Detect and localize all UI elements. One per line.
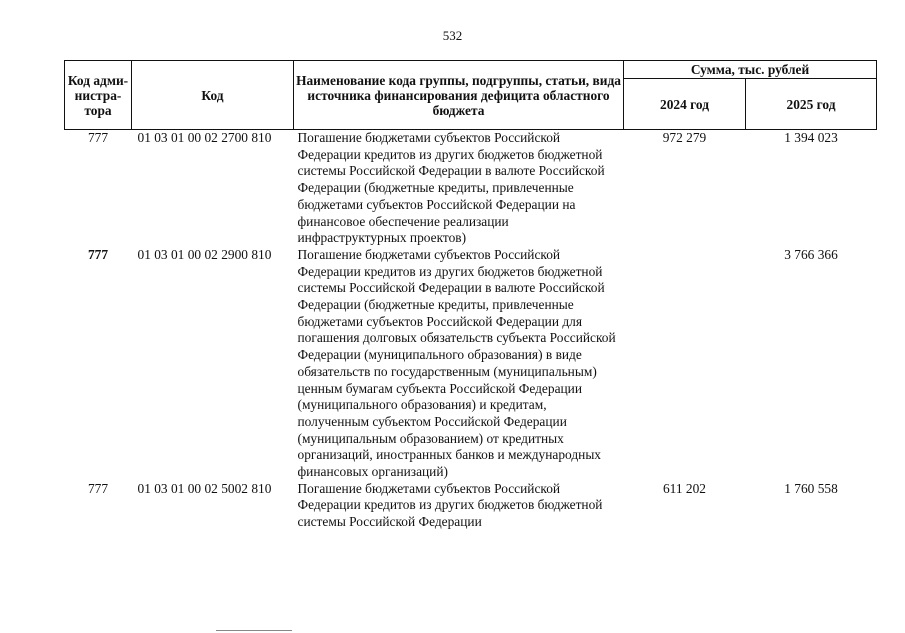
name-cell: Погашение бюджетами субъектов Российской Федерации кредитов из других бюджетов бюджетной системы Российской Федерации в валюте Российской Федерации (бюджетные кредиты, привлеченные бюджетами субъектов Российской Федерации на финансовое обеспечение реализации инфраструктурных проектов) (297, 130, 605, 246)
header-sum: Сумма, тыс. рублей (624, 61, 877, 79)
amount-2025-cell: 1 760 558 (784, 480, 838, 496)
name-cell: Погашение бюджетами субъектов Российской Федерации кредитов из других бюджетов бюджетной системы Российской Федерации (297, 480, 603, 530)
page-number: 532 (442, 28, 463, 43)
code-cell: 01 03 01 00 02 2900 810 (137, 246, 272, 262)
header-code: Код (132, 61, 294, 130)
table-row (65, 247, 877, 481)
amount-2024-cell: 972 279 (662, 130, 707, 145)
amount-2025-cell: 3 766 366 (784, 246, 838, 262)
header-row (65, 61, 877, 79)
header-year-2024: 2024 год (624, 79, 746, 130)
table-row (65, 481, 877, 531)
name-cell: Погашение бюджетами субъектов Российской Федерации кредитов из других бюджетов бюджетной системы Российской Федерации в валюте Российской Федерации (бюджетные кредиты, привлеченные бюджетами субъектов Российской Федерации для погашения долговых обязательств субъекта Российской Федерации (муниципального образования) в виде обязательств по государственным (муниципальным) ценным бумагам субъекта Российской Федерации (муниципального образования) и кредитам, полученным субъектом Российской Федерации (муниципальным образованием) от кредитных организаций, иностранных банков и международных финансовых организаций) (297, 246, 616, 480)
code-cell: 01 03 01 00 02 2700 810 (137, 130, 272, 145)
amount-2025-cell: 1 394 023 (784, 130, 838, 145)
admin-code-cell: 777 (87, 480, 109, 496)
header-name: Наименование кода группы, подгруппы, статьи, вида источника финансирования дефицита областного бюджета (294, 61, 624, 130)
budget-sources-table (64, 60, 877, 531)
code-cell: 01 03 01 00 02 5002 810 (137, 480, 272, 496)
footer-divider (216, 630, 292, 631)
amount-2024-cell: 611 202 (662, 480, 707, 496)
admin-code-cell: 777 (87, 130, 109, 145)
table-row (65, 130, 877, 247)
amount-2024-cell (624, 247, 746, 481)
header-admin-code: Код адми-нистра-тора (65, 61, 132, 130)
header-year-2025: 2025 год (746, 79, 877, 130)
admin-code-cell: 777 (87, 246, 109, 262)
